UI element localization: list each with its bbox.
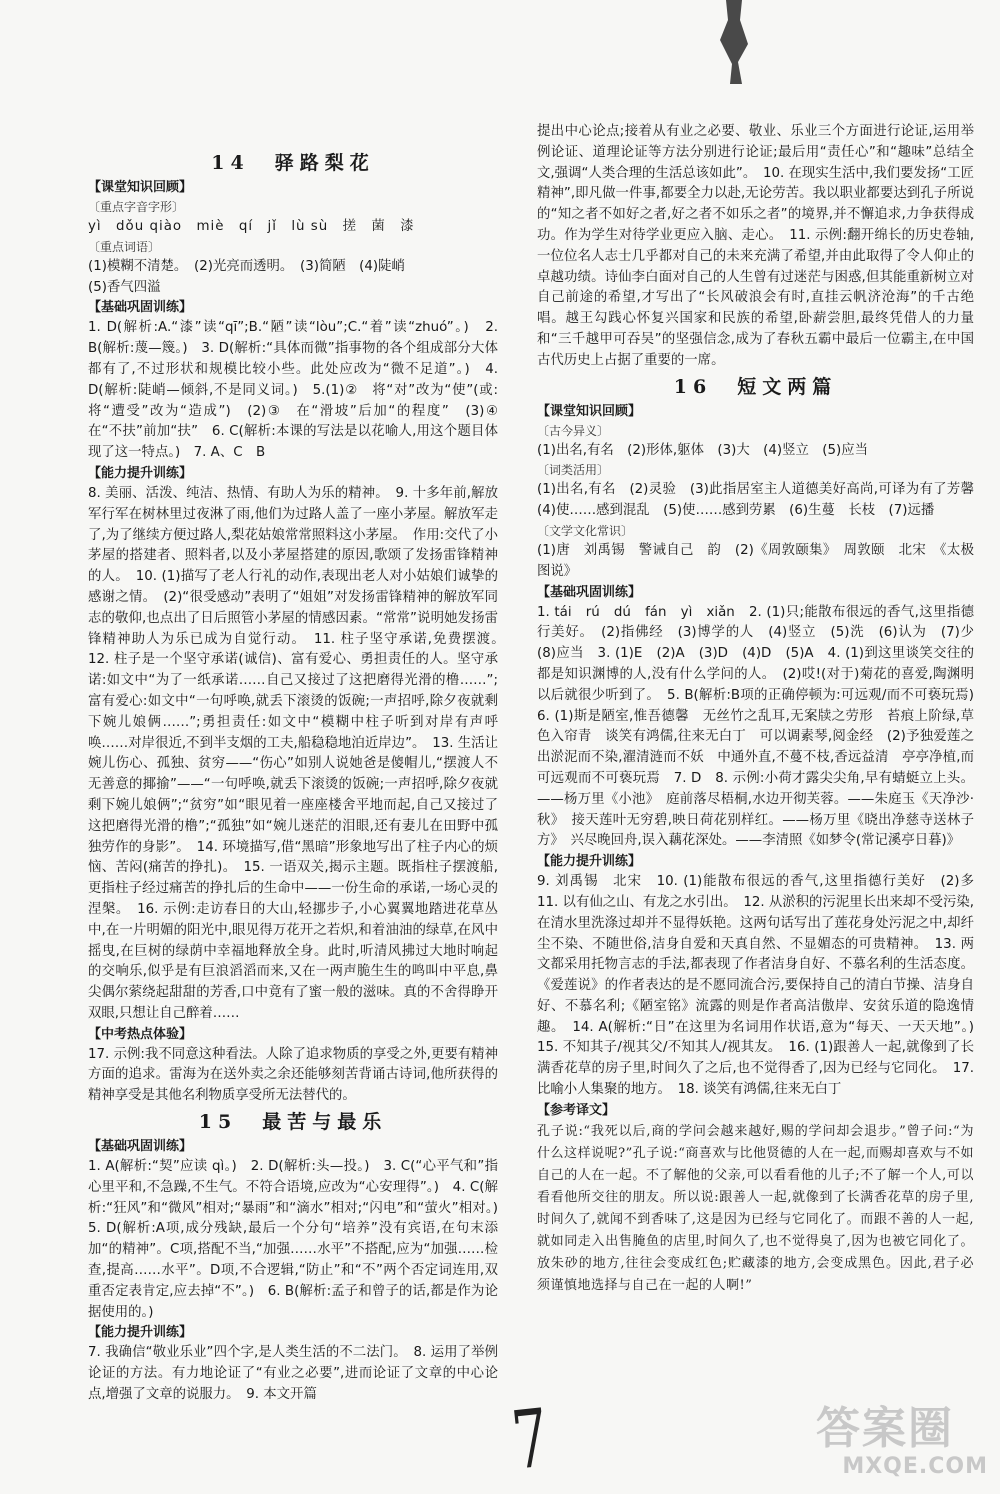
watermark-logo-text: 答案圈 xyxy=(816,1403,954,1454)
lesson-14-ability-header: 【能力提升训练】 xyxy=(88,465,193,481)
word-class-subheader: 〔词类活用〕 xyxy=(537,463,610,478)
lesson-16-title: 16 短文两篇 xyxy=(673,375,838,398)
reference-translation-header: 【参考译文】 xyxy=(537,1102,616,1118)
lesson-15-basic-answers: 1. A(解析:“契”应读 qì。) 2. D(解析:头—投。) 3. C(“心平气和”指心里平和,不急躁,不生气。不符合语境,应改为“心安理得”。) 4. C(解析:“狂风”和“微风”相对;“暴雨”和“滴水”相对;“闪电”和“萤火”相对。) 5. D(解析:A项,成分残缺,最后一个分句“培养”没有宾语,在句末添加“的精神”。C项,搭配不当,“加强……水平”不搭配,应为“加强……检查,提高……水平”。D项,不合逻辑,“防止”和“不”两个否定词连用,双重否定表肯定,应去掉“不”。) 6. B(解析:孟子和曾子的话,都是作为论据使用的。) xyxy=(88,1159,512,1320)
key-words-line-1: (1)模糊不清楚。 (2)光亮而透明。 (3)简陋 (4)陡峭 xyxy=(88,258,405,274)
literary-culture-subheader: 〔文学文化常识〕 xyxy=(537,523,634,538)
lesson-14-ability-answers: 8. 美丽、活泼、纯洁、热情、有助人为乐的精神。 9. 十多年前,解放军行军在树林里过夜淋了雨,他们为过路人盖了一座小茅屋。解放军走了,为了继续方便过路人,梨花姑娘常常照料这小茅屋。 作用:交代了小茅屋的搭建者、照料者,以及小茅屋搭建的原因,歌颂了发扬雷锋精神的人。 10. (1)描写了老人行礼的动作,表现出老人对小姑娘们诚挚的感谢之情。 (2)“很受感动”表明了“姐姐”对发扬雷锋精神的解放军同志的敬仰,也点出了日后照管小茅屋的情感因素。“常常”说明她发扬雷锋精神助人为乐已成为自觉行动。 11. 柱子坚守承诺,免费摆渡。 12. 柱子是一个坚守承诺(诚信)、富有爱心、勇担责任的人。坚守承诺:如文中“为了一纸承诺……自己又接过了这把磨得光滑的橹……”;富有爱心:如文中“一句呼唤,就丢下滚烫的饭碗;一声招呼,除夕夜就剩下婉儿娘俩……”;勇担责任:如文中“模糊中柱子听到对岸有声呼唤……对岸很近,不到半支烟的工夫,船稳稳地泊近岸边”。 13. 生活让婉儿伤心、孤独、贫穷——“伤心”如别人说她爸是傻帽儿,“摆渡人不无善意的揶揄”——“一句呼唤,就丢下滚烫的饭碗;一声招呼,除夕夜就剩下婉儿娘俩”;“贫穷”如“眼见着一座座楼舍平地而起,自己又接过了这把磨得光滑的橹”;“孤独”如“婉儿迷茫的泪眼,还有妻儿在田野中孤独劳作的身影”。 14. 环境描写,借“黑暗”形象地写出了柱子内心的烦恼、苦闷(痛苦的挣扎)。 15. 一语双关,揭示主题。既指柱子摆渡船,更指柱子经过痛苦的挣扎后的生命中——一份生命的承诺,一场心灵的涅槃。 16. 示例:走访春日的大山,轻挪步子,小心翼翼地踏进花草丛中,在一片明媚的阳光中,眼见得万花开之若炽,和着油油的绿草,在风中摇曳,在巨树的绿荫中幸福地释放全身。此时,听清风拂过大地时响起的交响乐,似乎是有巨浪滔滔而来,又在一两声脆生生的鸣叫中平息,鼻尖偶尔萦绕起甜甜的芳香,口中竟有了蜜一般的滋味。真的不舍得睁开双眼,只想让自己醉着…… xyxy=(88,485,512,1021)
key-words-line-2: (5)香气四溢 xyxy=(88,279,161,295)
left-column xyxy=(88,148,512,1406)
lesson-15-title: 15 最苦与最乐 xyxy=(198,1111,388,1134)
lesson-15-basic-header: 【基础巩固训练】 xyxy=(88,1139,193,1155)
key-chars-subheader: 〔重点字音字形〕 xyxy=(88,200,185,214)
right-column xyxy=(537,122,988,1297)
pinyin-line: yì dǒu qiào miè qí jǐ lù sù 搓 菌 漆 xyxy=(88,219,415,234)
lesson-15-ability-header: 【能力提升训练】 xyxy=(88,1325,193,1341)
lesson-15-ability-answers-left: 7. 我确信“敬业乐业”四个字,是人类生活的不二法门。 8. 运用了举例论证的方法。有力地论证了“有业之必要”,进而论证了文章的中心论点,增强了文章的说服力。 9. 本文开篇 xyxy=(88,1345,498,1403)
lesson-14-exam-answers: 17. 示例:我不同意这种看法。人除了追求物质的享受之外,更要有精神方面的追求。雷海为在送外卖之余还能够刻苦背诵古诗词,他所获得的精神享受是其他名利物质享受所无法替代的。 xyxy=(88,1046,498,1104)
ink-blot-decoration xyxy=(712,0,758,84)
lesson-16-basic-answers: 1. tái rú dú fán yì xiǎn 2. (1)只;能散布很远的香气,这里指德行美好。 (2)指佛经 (3)博学的人 (4)竖立 (5)洗 (6)认为 (7)少 (8)应当 3. (1)E (2)A (3)D (4)D (5)A 4. (1)到这里谈笑交往的都是知识渊博的人,没有什么学问的人。 (2)哎!(对于)菊花的喜爱,陶渊明以后就很少听到了。 5. B(解析:B项的正确停顿为:可远观/而不可亵玩焉) 6. (1)斯是陋室,惟吾德馨 无丝竹之乱耳,无案牍之劳形 苔痕上阶绿,草色入帘青 谈笑有鸿儒,往来无白丁 可以调素琴,阅金经 (2)予独爱莲之出淤泥而不染,濯清涟而不妖 中通外直,不蔓不枝,香远益清 亭亭净植,而可远观而不可亵玩焉 7. D 8. 示例:小荷才露尖尖角,早有蜻蜓立上头。——杨万里《小池》 庭前落尽梧桐,水边开彻芙蓉。——朱庭玉《天净沙·秋》 接天莲叶无穷碧,映日荷花别样红。——杨万里《晓出净慈寺送林子方》 兴尽晚回舟,误入藕花深处。——李清照《如梦令(常记溪亭日暮)》 xyxy=(537,604,988,849)
lesson-14-review-header: 【课堂知识回顾】 xyxy=(88,180,193,195)
literary-culture-answers: (1)唐 刘禹锡 警诫自己 韵 (2)《周敦颐集》 周敦颐 北宋 《太极图说》 xyxy=(537,542,974,579)
site-watermark xyxy=(816,1404,994,1488)
lesson-16-review-header: 【课堂知识回顾】 xyxy=(537,403,642,419)
ancient-meaning-answers: (1)出名,有名 (2)形体,躯体 (3)大 (4)竖立 (5)应当 xyxy=(537,442,868,458)
ancient-meaning-subheader: 〔古今异义〕 xyxy=(537,423,610,438)
lesson-16-basic-header: 【基础巩固训练】 xyxy=(537,584,642,600)
key-words-subheader: 〔重点词语〕 xyxy=(88,239,161,254)
lesson-14-exam-header: 【中考热点体验】 xyxy=(88,1026,193,1042)
lesson-14-basic-answers: 1. D(解析:A.“漆”读“qī”;B.“陋”读“lòu”;C.“着”读“zhuó”。) 2. B(解析:蔑—篾。) 3. D(解析:“具体而微”指事物的各个组成部分大体都有了,不过形状和规模比较小些。此处应改为“微不足道”。) 4. D(解析:陡峭—倾斜,不是同义词。) 5.(1)② 将“对”改为“使”(或:将“遭受”改为“造成”) (2)③ 在“滑坡”后加“的程度” (3)④ 在“不扶”前加“扶” 6. C(解析:本课的写法是以花喻人,用这个题目体现了这一特点。) 7. A、C B xyxy=(88,320,512,461)
lesson-14-basic-header: 【基础巩固训练】 xyxy=(88,300,193,316)
reference-translation: 孔子说:“我死以后,商的学问会越来越好,赐的学问却会退步。”曾子问:“为什么这样说呢?”孔子说:“商喜欢与比他贤德的人在一起,而赐却喜欢与不如自己的人在一起。不了解他的父亲,可以看看他的儿子;不了解一个人,可以看看他所交往的朋友。所以说:跟善人一起,就像到了长满香花草的房子里,时间久了,就闻不到香味了,这是因为已经与它同化了。而跟不善的人一起,就如同走入出售腌鱼的店里,时间久了,也不觉得臭了,因为也被它同化了。放朱砂的地方,往往会变成红色;贮藏漆的地方,会变成黑色。因此,君子必须谨慎地选择与自己在一起的人啊!” xyxy=(537,1123,974,1293)
lesson-16-ability-answers: 9. 刘禹锡 北宋 10. (1)能散布很远的香气,这里指德行美好 (2)多 11. 以有仙之山、有龙之水引出。 12. 从淤积的污泥里长出来却不受污染,在清水里洗涤过却并不显得妖艳。这两句话写出了莲花身处污泥之中,却纤尘不染、不随世俗,洁身自爱和天真自然、不显媚态的可贵精神。 13. 两文都采用托物言志的手法,都表现了作者洁身自好、不慕名利的生活态度。《爱莲说》的作者表达的是不愿同流合污,要保持自己的清白节操、洁身自好、不慕名利;《陋室铭》流露的则是作者高洁傲岸、安贫乐道的隐逸情趣。 14. A(解析:“日”在这里为名词用作状语,意为“每天、一天天地”。) 15. 不知其子/视其父/不知其人/视其友。 16. (1)跟善人一起,就像到了长满香花草的房子里,时间久了之后,也不觉得香了,因为已经与它同化。 17. 比喻小人集聚的地方。 18. 谈笑有鸿儒,往来无白丁 xyxy=(537,874,988,1098)
word-class-answers: (1)出名,有名 (2)灵验 (3)此指居室主人道德美好高尚,可译为有了芳馨 (4)使……感到混乱 (5)使……感到劳累 (6)生蔓 长枝 (7)远播 xyxy=(537,482,988,519)
watermark-url: MXQE.COM xyxy=(842,1454,988,1479)
lesson-15-ability-answers-right: 提出中心论点;接着从有业之必要、敬业、乐业三个方面进行论证,运用举例论证、道理论证等方法分别进行论证;最后用“责任心”和“趣味”总结全文,强调“人类合理的生活总该如此”。 10. 在现实生活中,我们要发扬“工匠精神”,即凡做一件事,都要全力以赴,无论劳苦。我以职业都要达到孔子所说的“知之者不如好之者,好之者不如乐之者”的境界,并不懈追求,力争获得成功。作为学生对待学业更应入脑、走心。 11. 示例:翻开绵长的历史卷轴,一位位名人志士几乎都对自己的未来充满了希望,并由此取得了令人仰止的卓越功绩。诗仙李白面对自己的人生曾有过迷茫与困惑,但其能重新树立对自己前途的希望,才写出了“长风破浪会有时,直挂云帆济沧海”的千古绝唱。越王勾践心怀复兴国家和民族的希望,卧薪尝胆,最终凭借人的力量和“三千越甲可吞吴”的坚强信念,成为了春秋五霸中最后一位霸主,在中国古代历史上占据了重要的一席。 xyxy=(537,124,974,368)
lesson-16-ability-header: 【能力提升训练】 xyxy=(537,854,642,870)
lesson-14-title: 14 驿路梨花 xyxy=(211,152,375,174)
page-number: 7 xyxy=(507,1391,553,1488)
